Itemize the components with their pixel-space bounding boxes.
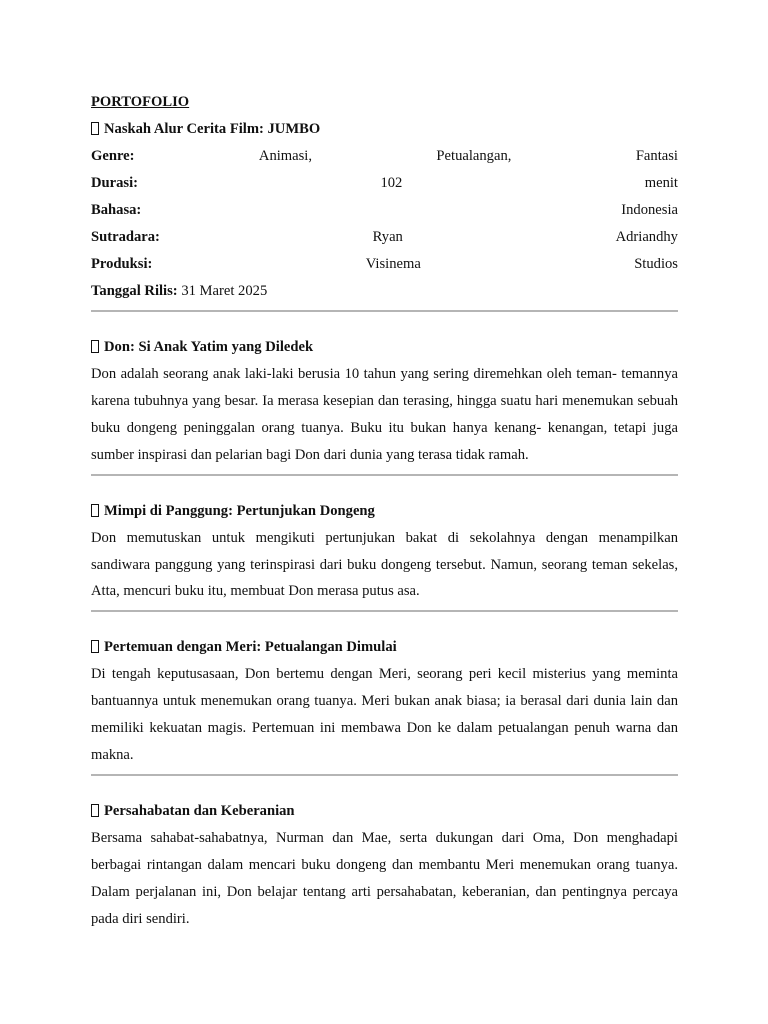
section-heading-text: Pertemuan dengan Meri: Petualangan Dimulai: [104, 639, 397, 656]
paragraph-line: menemukan sebuah buku dongeng peninggalan orang tuanya. Buku itu bukan hanya kenang-: [91, 392, 678, 436]
detail-row-bahasa: [91, 197, 678, 224]
detail-row-durasi: [91, 170, 678, 197]
detail-label-durasi: Durasi:: [91, 175, 139, 191]
missing-glyph-icon: [91, 340, 99, 353]
detail-label-produksi: Produksi:: [91, 256, 153, 272]
detail-value-durasi-2: menit: [644, 175, 678, 191]
detail-value-bahasa-1: Indonesia: [621, 202, 678, 218]
missing-glyph-icon: [91, 122, 99, 135]
detail-value-genre-1: Animasi,: [258, 148, 313, 164]
detail-value-sutradara-2: Adriandhy: [615, 229, 678, 245]
detail-row-rilis: [91, 278, 678, 305]
section-heading: [91, 334, 678, 361]
document-heading-text: Naskah Alur Cerita Film: JUMBO: [104, 121, 321, 137]
detail-value-durasi-1: 102: [380, 175, 403, 191]
detail-row-sutradara: [91, 224, 678, 251]
paragraph-line: Dalam perjalanan ini, Don belajar tentang arti persahabatan, keberanian, dan pentingnya percaya: [91, 883, 678, 900]
document-heading: [91, 116, 678, 143]
detail-row-produksi: [91, 251, 678, 278]
missing-glyph-icon: [91, 640, 99, 653]
detail-row-genre: [91, 143, 678, 170]
paragraph-line: Don adalah seorang anak laki-laki berusia 10 tahun yang sering diremehkan oleh teman-: [91, 366, 617, 382]
paragraph-line: Bersama sahabat-sahabatnya, Nurman dan Mae, serta dukungan dari Oma, Don menghadapi: [91, 829, 678, 846]
section-paragraph: [91, 825, 678, 933]
detail-label-rilis: Tanggal Rilis:: [91, 283, 178, 299]
paragraph-line: pada diri sendiri.: [91, 910, 190, 927]
detail-value-genre-3: Fantasi: [635, 148, 678, 164]
detail-value-sutradara-1: Ryan: [372, 229, 403, 245]
detail-value-produksi-1: Visinema: [365, 256, 421, 272]
section-paragraph: [91, 525, 678, 606]
divider: [91, 474, 678, 476]
detail-label-genre: Genre:: [91, 148, 135, 164]
detail-label-sutradara: Sutradara:: [91, 229, 160, 245]
paragraph-line: dan makna.: [91, 720, 678, 764]
document-content: [91, 89, 678, 933]
divider: [91, 310, 678, 312]
section-heading-text: Don: Si Anak Yatim yang Diledek: [104, 339, 314, 355]
section-heading: [91, 498, 678, 525]
document-title: PORTOFOLIO: [91, 94, 190, 110]
paragraph-line: Don memutuskan untuk mengikuti pertunjukan bakat di sekolahnya dengan menampilkan: [91, 529, 678, 546]
section-heading-text: Mimpi di Panggung: Pertunjukan Dongeng: [104, 502, 375, 519]
divider: [91, 774, 678, 776]
paragraph-line: sandiwara panggung yang terinspirasi dari buku dongeng tersebut. Namun, seorang teman: [91, 556, 628, 573]
paragraph-line: kenangan, tetapi juga sumber inspirasi dan pelarian bagi Don dari dunia yang terasa tidak ramah.: [91, 419, 679, 463]
paragraph-line: temannya karena tubuhnya yang besar. Ia merasa kesepian dan terasing, hingga suatu hari: [91, 366, 678, 409]
missing-glyph-icon: [91, 504, 99, 517]
detail-value-genre-2: Petualangan,: [436, 148, 512, 164]
paragraph-line: Di tengah keputusasaan, Don bertemu dengan Meri, seorang peri kecil misterius yang meminta: [91, 666, 678, 683]
paragraph-line: sekelas, Atta, mencuri buku itu, membuat Don merasa putus asa.: [91, 556, 678, 600]
divider: [91, 610, 678, 612]
section-paragraph: [91, 661, 678, 769]
paragraph-line: berbagai rintangan dalam mencari buku dongeng dan membantu Meri menemukan orang tuanya.: [91, 856, 678, 873]
section-heading-text: Persahabatan dan Keberanian: [104, 802, 295, 819]
detail-value-rilis: 31 Maret 2025: [181, 283, 268, 299]
section-heading: [91, 798, 678, 825]
paragraph-line: dan memiliki kekuatan magis. Pertemuan ini membawa Don ke dalam petualangan penuh warna: [91, 693, 678, 737]
paragraph-line: bantuannya untuk menemukan orang tuanya. Meri bukan anak biasa; ia berasal dari dunia lain: [91, 693, 653, 710]
section-heading: [91, 634, 678, 661]
detail-label-bahasa: Bahasa:: [91, 202, 142, 218]
missing-glyph-icon: [91, 804, 99, 817]
detail-value-produksi-2: Studios: [634, 256, 678, 272]
section-paragraph: [91, 361, 678, 469]
